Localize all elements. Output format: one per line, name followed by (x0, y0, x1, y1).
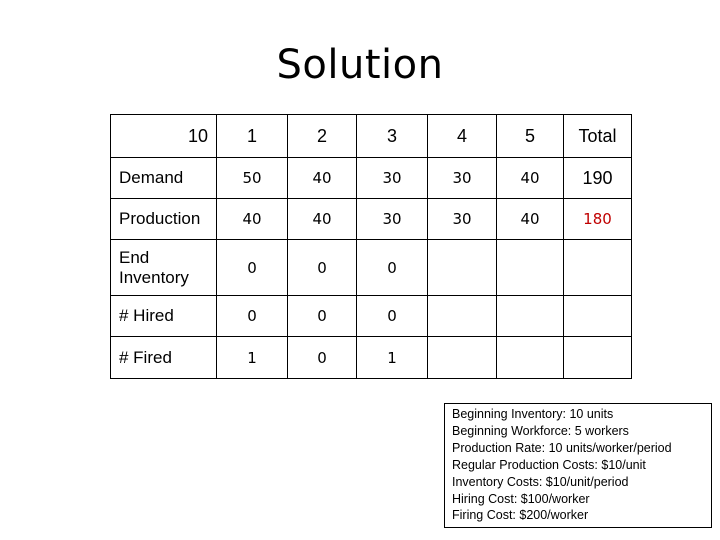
table-cell: 40 (497, 158, 564, 199)
table-cell: 0 (288, 296, 357, 337)
table-cell: 0 (288, 337, 357, 379)
note-line: Beginning Inventory: 10 units (452, 407, 614, 421)
table-row (111, 199, 632, 240)
table-cell: 0 (288, 240, 357, 296)
table-cell (428, 337, 497, 379)
header-row (111, 115, 632, 158)
table-cell: 0 (217, 296, 288, 337)
row-label: # Fired (111, 337, 217, 379)
table-cell: 30 (428, 158, 497, 199)
page-title: Solution (276, 42, 444, 88)
table-cell (497, 240, 564, 296)
period-header: 3 (357, 115, 428, 158)
period-header: 2 (288, 115, 357, 158)
table-cell (428, 240, 497, 296)
table-cell (497, 337, 564, 379)
table-row (111, 240, 632, 296)
period-header: 4 (428, 115, 497, 158)
note-line: Regular Production Costs: $10/unit (452, 457, 646, 472)
table-row (111, 296, 632, 337)
table-cell (497, 296, 564, 337)
table-cell: 30 (357, 199, 428, 240)
table-cell: 0 (357, 296, 428, 337)
table-cell: 30 (428, 199, 497, 240)
row-label: Demand (111, 158, 217, 199)
note-line: Firing Cost: $200/worker (452, 508, 589, 523)
table-cell: 1 (357, 337, 428, 379)
total-cell (564, 296, 632, 337)
row-label: End Inventory (111, 240, 217, 296)
note-line: Beginning Workforce: 5 workers (452, 423, 629, 438)
solution-table (110, 114, 632, 379)
period-header: 1 (217, 115, 288, 158)
table-cell: 50 (217, 158, 288, 199)
row-label: # Hired (111, 296, 217, 337)
note-line: Hiring Cost: $100/worker (452, 491, 590, 506)
period-header: 5 (497, 115, 564, 158)
total-cell (564, 240, 632, 296)
total-cell: 180 (564, 199, 632, 240)
total-cell: 190 (564, 158, 632, 199)
table-cell: 1 (217, 337, 288, 379)
note-line: Inventory Costs: $10/unit/period (452, 474, 629, 489)
table-cell (428, 296, 497, 337)
row-label: Production (111, 199, 217, 240)
table-cell: 30 (357, 158, 428, 199)
note-line: Production Rate: 10 units/worker/period (452, 440, 672, 455)
table-cell: 40 (288, 199, 357, 240)
table-row (111, 158, 632, 199)
parameters-box (444, 403, 712, 528)
table-cell: 0 (217, 240, 288, 296)
table-cell: 40 (217, 199, 288, 240)
table-row (111, 337, 632, 379)
table-cell: 40 (288, 158, 357, 199)
corner-cell: 10 (111, 115, 217, 158)
table-cell: 40 (497, 199, 564, 240)
total-cell (564, 337, 632, 379)
table-cell: 0 (357, 240, 428, 296)
total-header: Total (564, 115, 632, 158)
